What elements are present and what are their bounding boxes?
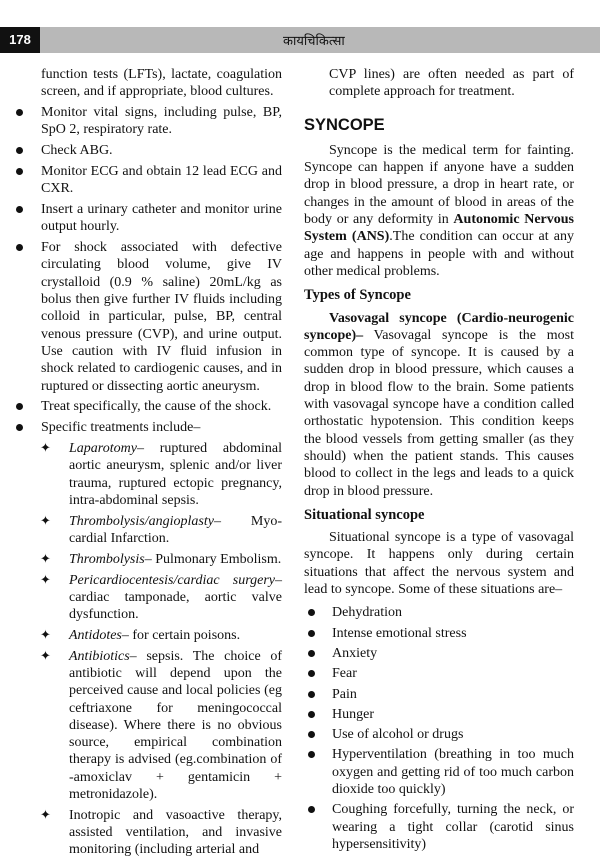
- bullet-dot-icon: [16, 244, 23, 251]
- bullet-dot-icon: [308, 650, 315, 657]
- four-point-star-icon: ✦: [40, 807, 51, 823]
- sub-list-item: ✦ Inotropic and vasoactive therapy, assisted ventilation, and invasive monitoring (including arterial and: [40, 807, 282, 858]
- bullet-dot-icon: [308, 691, 315, 698]
- bullet-dot-icon: [16, 206, 23, 213]
- bullet-dot-icon: [16, 403, 23, 410]
- list-item: Check ABG.: [16, 142, 282, 159]
- situational-paragraph: Situational syncope is a type of vasovagal syncope. It happens only during certain situations that affect the nervous system and lead to syncope. Some of these situations are–: [304, 530, 574, 598]
- list-item: Specific treatments include–: [16, 419, 282, 436]
- list-item: Hyperventilation (breathing in too much oxygen and getting rid of too much carbon dioxide too quickly): [304, 746, 574, 798]
- bullet-dot-icon: [16, 424, 23, 431]
- list-item: Anxiety: [304, 645, 574, 662]
- four-point-star-icon: ✦: [40, 551, 51, 567]
- page-header: [0, 0, 600, 53]
- bullet-dot-icon: [308, 711, 315, 718]
- vasovagal-paragraph: Vasovagal syncope (Cardio-neurogenic syncope)– Vasovagal syncope is the most common type of syncope. It is caused by a sudden drop in blood pressure, which causes a drop in blood flow to the brain. Some patients with vasovagal syncope have a condition called orthostatic hypotension. This condition keeps the blood vessels from getting smaller (as they should) when the patient stands. This causes blood to collect in the legs and leads to a quick drop in blood pressure.: [304, 310, 574, 499]
- sub-list-item: ✦ Pericardiocentesis/cardiac surgery– cardiac tamponade, aortic valve dysfunction.: [40, 572, 282, 623]
- subsection-title: Types of Syncope: [304, 287, 411, 304]
- bullet-dot-icon: [16, 109, 23, 116]
- right-column: [304, 66, 574, 856]
- subsection-title: Situational syncope: [304, 506, 425, 523]
- running-title: कायचिकित्सा: [283, 34, 345, 49]
- sub-list-item: ✦ Antidotes– for certain poisons.: [40, 627, 241, 643]
- sub-list-item: ✦ Laparotomy– ruptured abdominal aortic aneurysm, splenic and/or liver trauma, ruptured ectopic pregnancy, intra-abdominal sepsis.: [40, 440, 282, 508]
- four-point-star-icon: ✦: [40, 627, 51, 643]
- sub-list-item: ✦ Antibiotics– sepsis. The choice of antibiotic will depend upon the perceived cause and local policies (eg ceftriaxone for meningococcal disease). Where there is no obvious source, empirical combination therapy is advised (eg.combination of -amoxiclav + gentamicin + metronidazole).: [40, 648, 282, 803]
- list-item: Fear: [304, 665, 574, 682]
- sub-list-item: ✦ Thrombolysis– Pulmonary Embolism.: [40, 551, 282, 567]
- continued-text: function tests (LFTs), lactate, coagulation screen, and if appropriate, blood cultures.: [41, 67, 282, 100]
- bullet-dot-icon: [308, 630, 315, 637]
- section-title: SYNCOPE: [304, 115, 385, 134]
- intro-paragraph: Syncope is the medical term for fainting. Syncope can happen if anyone have a sudden drop in blood pressure, a drop in heart rate, or changes in the amount of blood in areas of the body or any deformity in Autonomic Nervous System (ANS).The condition can occur at any age and happens in people with and without other medical problems.: [304, 142, 575, 279]
- list-item: Intense emotional stress: [304, 625, 574, 642]
- bullet-dot-icon: [308, 751, 315, 758]
- sub-list-item: ✦ Thrombolysis/angioplasty– Myo-cardial Infarction.: [40, 513, 282, 546]
- bullet-dot-icon: [308, 670, 315, 677]
- four-point-star-icon: ✦: [40, 513, 51, 529]
- list-item: Insert a urinary catheter and monitor urine output hourly.: [16, 201, 282, 236]
- continued-text: CVP lines) are often needed as part of complete approach for treatment.: [329, 67, 574, 100]
- bullet-dot-icon: [16, 168, 23, 175]
- list-item: Dehydration: [304, 604, 574, 621]
- bullet-dot-icon: [308, 731, 315, 738]
- bullet-dot-icon: [308, 806, 315, 813]
- four-point-star-icon: ✦: [40, 572, 51, 588]
- four-point-star-icon: ✦: [40, 440, 51, 456]
- list-item: Monitor vital signs, including pulse, BP, SpO 2, respiratory rate.: [16, 104, 282, 139]
- page-number: 178: [0, 27, 40, 53]
- list-item: Treat specifically, the cause of the shock.: [16, 398, 282, 415]
- left-column: [16, 66, 282, 862]
- four-point-star-icon: ✦: [40, 648, 51, 664]
- list-item: Hunger: [304, 706, 574, 723]
- list-item: Use of alcohol or drugs: [304, 726, 574, 743]
- bullet-dot-icon: [308, 609, 315, 616]
- bullet-dot-icon: [16, 147, 23, 154]
- list-item: Pain: [304, 686, 574, 703]
- list-item: Coughing forcefully, turning the neck, or wearing a tight collar (carotid sinus hypersensitivity): [304, 801, 574, 853]
- list-item: For shock associated with defective circulating blood volume, give IV crystalloid (0.9 % saline) 20mL/kg as bolus then give further IV fluids including colloid in particular, pulse, BP, central venous pressure (CVP), and urine output. Use caution with IV fluid infusion in shock related to cardiogenic causes, and in ruptured or dissecting aortic aneurysm.: [16, 239, 282, 395]
- list-item: Monitor ECG and obtain 12 lead ECG and CXR.: [16, 163, 282, 198]
